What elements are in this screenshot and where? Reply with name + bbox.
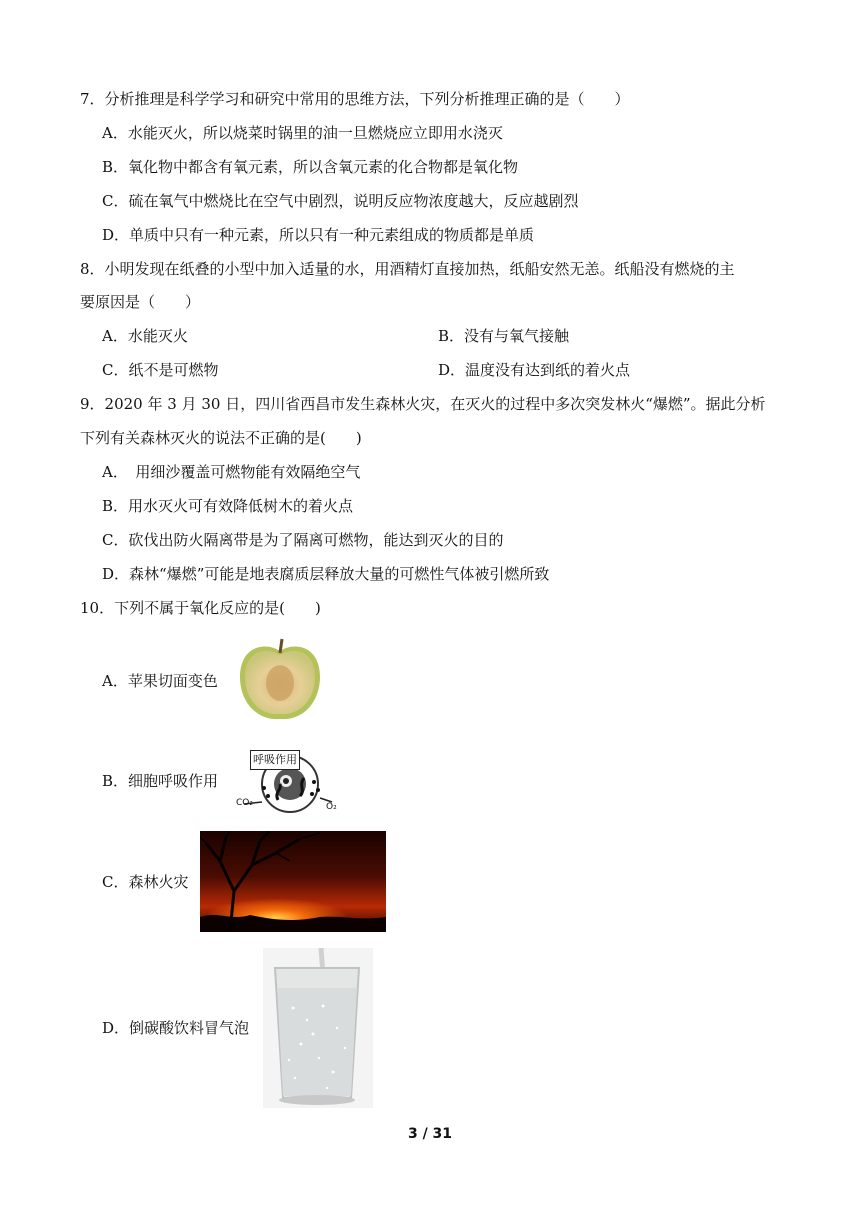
forest-fire-image: [200, 831, 386, 932]
question-10-option-a: A．苹果切面变色: [102, 672, 218, 690]
co2-label: CO₂: [236, 798, 253, 808]
question-8-stem-line2: 要原因是（ ）: [80, 293, 201, 311]
question-9-stem-line1: 9．2020 年 3 月 30 日，四川省西昌市发生森林火灾，在灭火的过程中多次突发林火“爆燃”。据此分析: [80, 395, 766, 413]
apple-image: [236, 637, 324, 723]
question-7-option-a: A．水能灭火，所以烧菜时锅里的油一旦燃烧应立即用水浇灭: [102, 124, 503, 142]
question-8-stem-line1: 8．小明发现在纸叠的小型中加入适量的水，用酒精灯直接加热，纸船安然无恙。纸船没有燃烧的主: [80, 260, 735, 278]
respiration-label: 呼吸作用: [250, 750, 300, 770]
o2-label: O₂: [326, 802, 337, 812]
question-10-option-d: D．倒碳酸饮料冒气泡: [102, 1019, 250, 1037]
question-8-option-c: C．纸不是可燃物: [102, 361, 219, 379]
question-7-option-c: C．硫在氧气中燃烧比在空气中剧烈，说明反应物浓度越大，反应越剧烈: [102, 192, 579, 210]
respiration-diagram: [234, 744, 338, 820]
soda-glass-image: [263, 948, 373, 1108]
question-7-stem: 7．分析推理是科学学习和研究中常用的思维方法，下列分析推理正确的是（ ）: [80, 90, 630, 108]
question-8-option-a: A．水能灭火: [102, 327, 188, 345]
question-9-option-a: A． 用细沙覆盖可燃物能有效隔绝空气: [102, 463, 361, 481]
question-9-option-d: D．森林“爆燃”可能是地表腐质层释放大量的可燃性气体被引燃所致: [102, 565, 550, 583]
question-9-option-b: B．用水灭火可有效降低树木的着火点: [102, 497, 354, 515]
question-10-stem: 10．下列不属于氧化反应的是( ): [80, 599, 321, 617]
question-7-option-b: B．氧化物中都含有氧元素，所以含氧元素的化合物都是氧化物: [102, 158, 519, 176]
question-8-option-b: B．没有与氧气接触: [438, 327, 570, 345]
question-10-option-c: C．森林火灾: [102, 873, 189, 891]
question-9-option-c: C．砍伐出防火隔离带是为了隔离可燃物，能达到灭火的目的: [102, 531, 504, 549]
question-7-option-d: D．单质中只有一种元素，所以只有一种元素组成的物质都是单质: [102, 226, 535, 244]
question-10-option-b: B．细胞呼吸作用: [102, 772, 219, 790]
question-9-stem-line2: 下列有关森林灭火的说法不正确的是( ): [80, 429, 362, 447]
question-8-option-d: D．温度没有达到纸的着火点: [438, 361, 631, 379]
page-number: 3 / 31: [407, 1126, 453, 1142]
